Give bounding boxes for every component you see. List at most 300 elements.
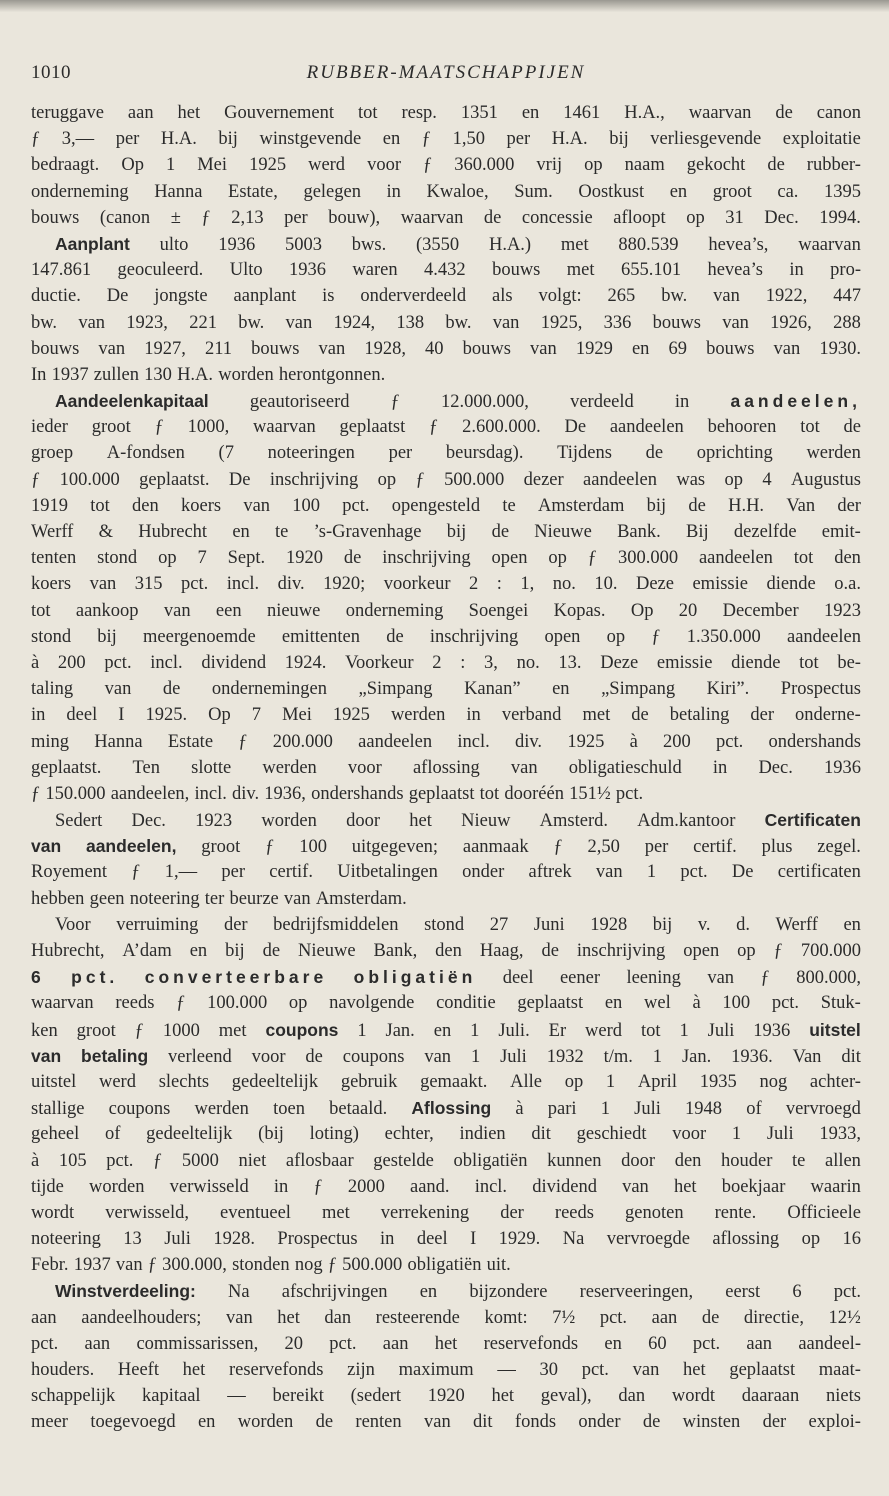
word: ter xyxy=(204,888,225,909)
word: der xyxy=(837,495,861,516)
text-line xyxy=(31,886,861,912)
word: Juli. xyxy=(498,1020,530,1041)
word: bw. xyxy=(661,286,688,307)
word: voor xyxy=(367,155,401,176)
word: de xyxy=(631,705,649,726)
word: no. xyxy=(552,574,576,595)
word: 1, xyxy=(520,574,535,595)
word: 27 xyxy=(489,914,509,935)
word: Bank, xyxy=(373,941,418,961)
word: Mei xyxy=(282,705,312,726)
word: uit. xyxy=(486,1255,511,1276)
word: 265 xyxy=(607,286,636,307)
word: en xyxy=(521,103,540,123)
text-line xyxy=(31,729,861,755)
word: van xyxy=(225,1307,253,1328)
word: à xyxy=(31,652,40,673)
word: commissarissen, xyxy=(136,1333,259,1354)
word: voor xyxy=(347,757,382,778)
word: den xyxy=(834,548,861,569)
text-line xyxy=(31,598,861,624)
word: en xyxy=(669,181,688,202)
word: de xyxy=(386,626,404,647)
text-line xyxy=(31,571,861,597)
word: 13 xyxy=(123,1229,142,1250)
word: winsten xyxy=(682,1412,741,1433)
word: 1 xyxy=(731,1124,742,1145)
word: dividend xyxy=(532,1176,597,1197)
word: eerst xyxy=(725,1282,761,1303)
word: aflossing xyxy=(712,1229,780,1250)
word: 12.000.000, xyxy=(441,392,529,413)
word: op xyxy=(584,155,603,176)
word: 1936 xyxy=(289,260,327,281)
word: v. xyxy=(697,914,711,935)
word: pro- xyxy=(830,260,861,281)
word: meergenoemde xyxy=(143,626,256,647)
word: aanmaak xyxy=(462,837,529,858)
word: Dec. xyxy=(758,757,793,778)
word: gebruik xyxy=(340,1071,398,1092)
word: de xyxy=(315,1412,334,1433)
word: Op xyxy=(208,705,231,726)
word: ƒ xyxy=(773,941,783,961)
word: 4.432 xyxy=(424,260,466,281)
word: dit xyxy=(841,1046,861,1067)
word: à xyxy=(515,1099,524,1120)
emphasis-word: Certificaten xyxy=(764,810,861,831)
page-top-edge xyxy=(0,0,889,12)
word: den xyxy=(132,495,159,516)
text-line xyxy=(31,1174,861,1200)
word: op xyxy=(606,626,626,647)
word: van xyxy=(424,1046,452,1067)
word: uitstel xyxy=(31,1071,77,1092)
word: geplaatst xyxy=(408,783,475,804)
word: „Simpang xyxy=(358,679,433,700)
word: eener xyxy=(559,968,601,989)
word: aandeelen, xyxy=(110,783,190,804)
word: o.a. xyxy=(834,574,861,595)
word: van xyxy=(773,338,801,359)
word: geplaatst xyxy=(517,993,584,1014)
word: ƒ xyxy=(153,1150,163,1171)
word: bij xyxy=(446,522,467,542)
word: zijn xyxy=(347,1360,375,1380)
word: winstgevende xyxy=(259,129,362,150)
word: tot xyxy=(479,783,500,804)
word: op xyxy=(801,1229,821,1250)
word: aanplant xyxy=(233,286,297,307)
text-line xyxy=(31,414,861,440)
word: coupons xyxy=(342,1046,405,1067)
word: waarin xyxy=(810,1176,861,1197)
word: eventueel xyxy=(220,1202,291,1223)
text-line xyxy=(31,1331,861,1357)
word: incl. xyxy=(474,1176,508,1197)
word: in xyxy=(674,392,690,413)
word: geplaatst xyxy=(729,1360,796,1380)
word: het xyxy=(683,1360,706,1380)
word: en xyxy=(843,914,861,935)
text-line xyxy=(31,781,861,807)
word: noteering xyxy=(129,888,200,909)
word: open xyxy=(544,626,581,647)
word: 1395 xyxy=(823,181,861,202)
word: de xyxy=(767,155,785,176)
text-line xyxy=(31,1252,861,1278)
word: 200 xyxy=(663,731,691,752)
word: 1.350.000 xyxy=(686,626,761,647)
word: pct. xyxy=(716,731,744,752)
word: verrekening xyxy=(380,1202,470,1223)
word: exploi- xyxy=(808,1412,861,1433)
word: hevea’s, xyxy=(708,234,769,255)
word: aand. xyxy=(409,1176,450,1197)
word: reservefonds xyxy=(483,1333,579,1354)
word: is xyxy=(322,286,335,307)
word: 2,13 xyxy=(231,207,264,228)
word: groep xyxy=(31,443,74,464)
word: 1,50 xyxy=(452,129,485,150)
word: 2000 xyxy=(347,1176,385,1197)
running-title: RUBBER-MAATSCHAPPIJEN xyxy=(306,62,586,83)
word: jongste xyxy=(154,286,208,307)
word: Nieuw xyxy=(461,811,511,832)
word: bij xyxy=(218,129,238,150)
word: Juli xyxy=(634,1099,661,1120)
word: zegel. xyxy=(817,837,861,858)
word: boekjaar xyxy=(721,1176,786,1197)
word: Bij xyxy=(686,522,709,542)
word: open xyxy=(491,548,528,569)
text-line xyxy=(31,755,861,781)
word: De xyxy=(228,469,251,490)
word: waarvan xyxy=(400,207,464,228)
word: bij xyxy=(652,914,673,935)
word: wordt xyxy=(671,1386,716,1407)
word: 1935 xyxy=(699,1071,737,1092)
word: 2,50 xyxy=(587,837,620,858)
word: ƒ xyxy=(327,1255,337,1276)
text-line xyxy=(31,1357,861,1383)
text-line xyxy=(31,283,861,309)
word: concessie xyxy=(521,207,593,228)
word: Juli xyxy=(164,1229,191,1250)
word: pct. xyxy=(615,783,644,804)
word: 1920; xyxy=(323,574,366,595)
word: tot xyxy=(357,103,378,123)
word: dividend xyxy=(201,652,267,673)
word: dooréén xyxy=(504,783,564,804)
word: voor xyxy=(251,1046,286,1067)
word: obligatiën xyxy=(453,1150,528,1171)
word: reeds xyxy=(554,1202,594,1223)
word: op xyxy=(564,1071,584,1092)
word: 1928 xyxy=(590,914,628,935)
word: van xyxy=(243,495,271,516)
word: van xyxy=(510,757,538,778)
word: ieder xyxy=(31,417,68,438)
word: werd xyxy=(98,1071,136,1092)
word: 1928. xyxy=(213,1229,255,1250)
word: 1924, xyxy=(333,312,376,333)
word: geschiedt xyxy=(576,1124,647,1145)
word: en xyxy=(419,1282,438,1303)
word: worden xyxy=(261,811,317,832)
word: van xyxy=(283,888,311,909)
word: 100.000 xyxy=(207,993,268,1014)
word: Estate xyxy=(167,731,214,752)
text-line xyxy=(31,650,861,676)
word: 1930. xyxy=(819,338,861,359)
word: en xyxy=(197,1412,216,1433)
word: geoculeerd. xyxy=(117,260,204,281)
word: Heeft xyxy=(117,1360,159,1380)
word: achter- xyxy=(809,1071,861,1092)
word: bw. xyxy=(31,312,58,333)
word: Jan. xyxy=(385,1020,415,1041)
text-line xyxy=(31,1043,861,1069)
word: Dec. xyxy=(131,811,166,832)
word: waarvan xyxy=(253,417,316,438)
word: bouws xyxy=(31,338,80,359)
word: waarvan xyxy=(31,993,94,1014)
word: obligatiën xyxy=(407,1255,482,1276)
word: 800.000, xyxy=(796,968,861,989)
word: 1924. xyxy=(284,652,327,673)
text-line xyxy=(31,912,861,938)
word: 30 xyxy=(539,1360,559,1380)
word: pct. xyxy=(106,1150,134,1171)
word: aankoop xyxy=(75,600,139,621)
word: bouws xyxy=(31,207,80,228)
word: geplaatst. xyxy=(31,757,102,778)
word: div. xyxy=(514,731,543,752)
word: de xyxy=(775,103,793,123)
word: canon xyxy=(816,103,861,123)
word: verleend xyxy=(168,1046,232,1067)
text-line xyxy=(31,964,861,990)
text-line xyxy=(31,545,861,571)
text-line xyxy=(31,336,861,362)
word: emit- xyxy=(821,522,861,542)
word: Kwaloe, xyxy=(426,181,489,202)
word: rubber- xyxy=(806,155,861,176)
word: 1 xyxy=(679,1020,689,1041)
word: ƒ xyxy=(265,837,275,858)
text-line xyxy=(31,833,861,859)
word: bij xyxy=(225,941,245,961)
word: daaraan xyxy=(741,1386,800,1407)
word: van xyxy=(423,1412,451,1433)
text-line xyxy=(31,807,861,833)
word: : xyxy=(460,652,466,673)
word: 12½ xyxy=(828,1307,861,1328)
word: 360.000 xyxy=(454,155,515,176)
word: per xyxy=(388,443,413,464)
word: div. xyxy=(277,574,305,595)
word: door xyxy=(621,1150,656,1171)
word: gekocht xyxy=(686,155,746,176)
word: 16 xyxy=(842,1229,861,1250)
word: 2.600.000. xyxy=(462,417,541,438)
word: 1923 xyxy=(195,811,233,832)
word: 1925 xyxy=(332,705,370,726)
word: 1920 xyxy=(286,548,324,569)
word: toen xyxy=(273,1099,305,1120)
word: en xyxy=(604,993,623,1014)
word: Juni xyxy=(533,914,565,935)
word: stallige xyxy=(31,1099,85,1120)
word: ƒ xyxy=(423,155,433,176)
text-line xyxy=(31,1409,861,1435)
word: waren xyxy=(352,260,398,281)
word: de xyxy=(541,941,559,961)
word: Sept. xyxy=(227,548,266,569)
word: 1 xyxy=(652,1046,663,1067)
word: 1936, xyxy=(264,783,306,804)
word: Augustus xyxy=(791,469,861,490)
word: pct. xyxy=(680,862,708,883)
word: te xyxy=(502,495,516,516)
word: ƒ xyxy=(201,207,211,228)
word: & xyxy=(98,522,113,542)
word: Juli xyxy=(707,1020,735,1041)
word: voorkeur xyxy=(383,574,451,595)
word: tot xyxy=(640,1020,661,1041)
word: verwisseld, xyxy=(105,1202,189,1223)
word: 31 xyxy=(725,207,744,228)
emphasis-word: betaling xyxy=(81,1045,149,1066)
word: 1926, xyxy=(770,312,812,333)
word: Prospectus xyxy=(277,1229,358,1250)
word: Werff xyxy=(775,914,818,935)
word: koers xyxy=(181,495,222,516)
word: echter, xyxy=(384,1124,434,1145)
text-line xyxy=(31,624,861,650)
word: gedeeltelijk xyxy=(146,1124,233,1145)
word: te xyxy=(792,1150,806,1171)
word: toegevoegd xyxy=(90,1412,176,1433)
word: stond xyxy=(31,626,72,647)
word: bw. xyxy=(445,312,472,333)
word: van xyxy=(78,312,106,333)
word: der xyxy=(762,1412,787,1433)
word: aandeelen xyxy=(698,548,773,569)
text-line xyxy=(31,1095,861,1121)
word: 300.000, xyxy=(162,1255,227,1276)
word: herontgonnen. xyxy=(278,364,386,385)
word: stond xyxy=(97,548,138,569)
word: inschrijving xyxy=(429,626,519,647)
word: In xyxy=(31,364,47,385)
word: voor xyxy=(672,1124,707,1145)
word: in xyxy=(712,757,728,778)
word: Uitbetalingen xyxy=(337,862,438,883)
text-line xyxy=(31,493,861,519)
word: Officieele xyxy=(787,1202,861,1223)
word: Adm.kantoor xyxy=(637,811,736,832)
word: H.A.) xyxy=(488,234,532,255)
word: no. xyxy=(516,652,540,673)
word: zullen xyxy=(93,364,139,385)
word: ƒ xyxy=(313,1176,323,1197)
word: Nieuwe xyxy=(534,522,592,542)
word: bij xyxy=(97,626,117,647)
text-line xyxy=(31,1383,861,1409)
word: van xyxy=(104,679,132,700)
word: certificaten xyxy=(777,862,861,883)
word: verdeeld xyxy=(570,392,634,413)
word: 1933, xyxy=(819,1124,861,1145)
word: (bij xyxy=(258,1124,284,1145)
word: waarvan xyxy=(688,103,752,123)
word: ondershands xyxy=(768,731,861,752)
text-line xyxy=(31,1226,861,1252)
word: van xyxy=(98,338,126,359)
word: per xyxy=(284,207,308,228)
word: afloopt xyxy=(613,207,666,228)
text-line xyxy=(31,257,861,283)
word: pct. xyxy=(581,1360,609,1380)
word: 288 xyxy=(833,312,861,333)
word: conditie xyxy=(436,993,496,1014)
word: en xyxy=(382,129,401,150)
word: directie, xyxy=(743,1307,804,1328)
word: 655.101 xyxy=(620,260,682,281)
word: Voor xyxy=(55,914,91,935)
word: à xyxy=(692,993,701,1014)
word: loting) xyxy=(309,1124,359,1145)
word: het xyxy=(409,811,432,832)
word: 1461 xyxy=(563,103,601,123)
word: ondershands xyxy=(311,783,404,804)
word: 1932 xyxy=(546,1046,584,1067)
word: en xyxy=(232,522,250,542)
word: de xyxy=(688,495,706,516)
word: 7½ xyxy=(552,1307,576,1328)
word: 20 xyxy=(678,600,698,621)
word: beursdag). xyxy=(445,443,524,464)
word: tot xyxy=(799,652,819,673)
word: nog xyxy=(759,1071,788,1092)
word: 20 xyxy=(284,1333,303,1354)
word: geheel xyxy=(31,1124,80,1145)
word: resp. xyxy=(401,103,437,123)
word: gedeeltelijk xyxy=(231,1071,319,1092)
word: Febr. xyxy=(31,1255,69,1276)
word: op xyxy=(548,548,567,569)
word: Van xyxy=(792,1046,822,1067)
word: door xyxy=(346,811,381,832)
word: en xyxy=(433,1020,452,1041)
word: emissie xyxy=(656,652,713,673)
text-line xyxy=(31,1305,861,1331)
word: pct. xyxy=(833,1282,861,1303)
word: 880.539 xyxy=(618,234,679,255)
word: van xyxy=(713,286,740,307)
word: diende xyxy=(731,652,781,673)
word: aan xyxy=(382,1333,409,1354)
page-number: 1010 xyxy=(31,62,71,83)
word: de xyxy=(642,1412,661,1433)
word: hebben xyxy=(31,888,85,909)
emphasis-word: coupons xyxy=(265,1019,339,1040)
word: en xyxy=(604,1333,622,1354)
word: De xyxy=(731,862,754,883)
word: de xyxy=(843,417,861,438)
